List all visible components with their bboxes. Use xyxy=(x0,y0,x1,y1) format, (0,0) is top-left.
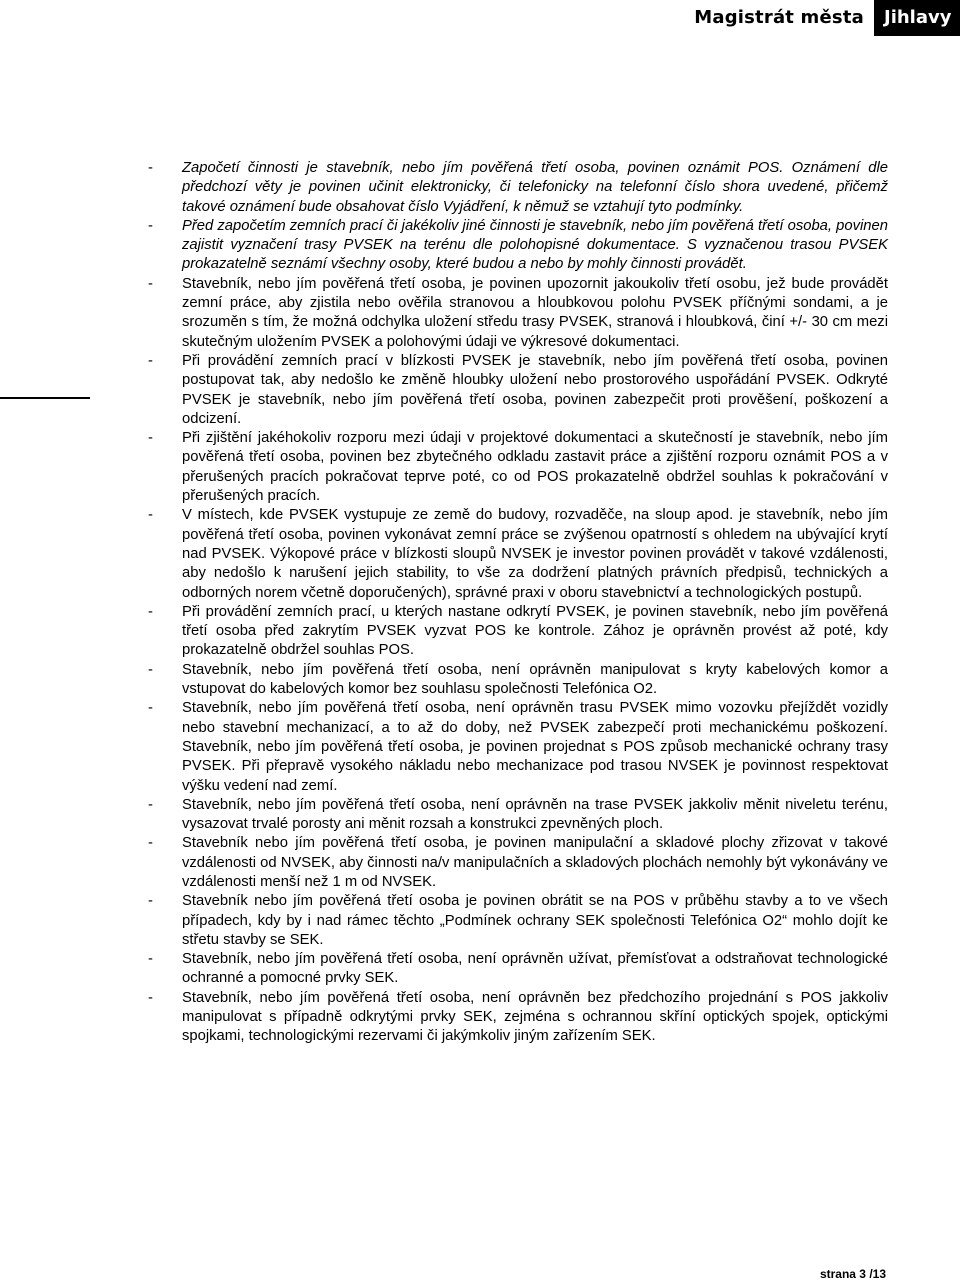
list-item xyxy=(148,892,888,950)
list-item xyxy=(148,796,888,835)
list-dash: - xyxy=(148,796,153,813)
list-item xyxy=(148,429,888,506)
list-item xyxy=(148,603,888,661)
list-item xyxy=(148,217,888,275)
list-dash: - xyxy=(148,893,153,910)
list-item-text: Stavebník nebo jím pověřená třetí osoba je povinen obrátit se na POS v průběhu stavby a to ve všech případech, kdy by i nad rámec těchto „Podmínek ochrany SEK společnosti Telefónica O2“ mohlo dojít ke střetu stavby se SEK. xyxy=(182,893,888,948)
list-item-text: Stavebník, nebo jím pověřená třetí osoba, není oprávněn manipulovat s kryty kabelových komor a vstupovat do kabelových komor bez souhlasu společnosti Telefónica O2. xyxy=(182,661,888,698)
list-item-text: Stavebník, nebo jím pověřená třetí osoba, není oprávněn užívat, přemísťovat a odstraňovat technologické ochranné a pomocné prvky SEK. xyxy=(182,951,888,987)
list-dash: - xyxy=(148,217,153,234)
list-dash: - xyxy=(148,430,153,447)
list-item xyxy=(148,950,888,989)
list-item-text: Započetí činnosti je stavebník, nebo jím pověřená třetí osoba, povinen oznámit POS. Oznámení dle předchozí věty je povinen učinit elektronicky, či telefonicky na telefonní číslo shora uvedené, přičemž takové oznámení bude obsahovat číslo Vyjádření, k němuž se vztahují tyto podmínky. xyxy=(182,160,888,215)
brand-text-magistrat: Magistrát města xyxy=(694,7,864,28)
list-dash: - xyxy=(148,507,153,524)
list-item-text: Při provádění zemních prací v blízkosti PVSEK je stavebník, nebo jím pověřená třetí osoba, povinen postupovat tak, aby nedošlo ke změně hloubky uložení nebo prostorového uspořádání PVSEK. Odkryté PVSEK je stavebník, nebo jím pověřená třetí osoba, povinen zabezpečit proti prověšení, poškození a odcizení. xyxy=(182,352,888,427)
list-item-text: Stavebník, nebo jím pověřená třetí osoba, není oprávněn trasu PVSEK mimo vozovku přejíždět vozidly nebo stavební mechanizací, a to až do doby, než PVSEK zabezpečí proti mechanickému poškození. Stavebník, nebo jím pověřená třetí osoba, je povinen projednat s POS způsob mechanické ochrany trasy PVSEK. Při přepravě vysokého nákladu nebo mechanizace pod trasou NVSEK je povinnost respektovat výšku vedení nad zemí. xyxy=(182,700,888,794)
list-item xyxy=(148,834,888,892)
condition-list xyxy=(148,159,888,1047)
list-item-text: Při zjištění jakéhokoliv rozporu mezi údaji v projektové dokumentaci a skutečností je stavebník, nebo jím pověřená třetí osoba, povinen bez zbytečného odkladu zastavit práce a zjištění rozporu oznámit POS a v přerušených pracích pokračovat teprve poté, co od POS prokazatelně obdržel souhlas k pokračování v přerušených pracích. xyxy=(182,430,888,505)
list-item xyxy=(148,275,888,352)
list-dash: - xyxy=(148,700,153,717)
list-item xyxy=(148,661,888,700)
header-brand xyxy=(694,0,960,36)
page-number: strana 3 /13 xyxy=(819,1267,886,1281)
list-item-text: Stavebník, nebo jím pověřená třetí osoba, není oprávněn na trase PVSEK jakkoliv měnit niveletu terénu, vysazovat trvalé porosty ani měnit rozsah a konstrukci zpevněných ploch. xyxy=(182,796,888,833)
brand-text-jihlavy: Jihlavy xyxy=(874,0,960,36)
list-dash: - xyxy=(148,989,153,1006)
list-dash: - xyxy=(148,951,153,968)
list-item-text: Stavebník nebo jím pověřená třetí osoba, je povinen manipulační a skladové plochy zřizovat v takové vzdálenosti od NVSEK, aby činnosti na/v manipulačních a skladových plochách nemohly být vykonávány ve vzdálenosti menší než 1 m od NVSEK. xyxy=(182,835,888,890)
list-item-text: Stavebník, nebo jím pověřená třetí osoba, není oprávněn bez předchozího projednání s POS jakkoliv manipulovat s případně odkrytými prvky SEK, zejména s ochrannou skříní optických spojek, optickými spojkami, technologickými rezervami či jakýmkoliv jiným zařízením SEK. xyxy=(182,989,888,1045)
list-item xyxy=(148,506,888,602)
list-item-text: Při provádění zemních prací, u kterých nastane odkrytí PVSEK, je povinen stavebník, nebo jím pověřená třetí osoba před zakrytím PVSEK vyzvat POS ke kontrole. Zához je oprávněn provést až poté, kdy prokazatelně obdržel souhlas POS. xyxy=(182,603,888,659)
list-dash: - xyxy=(148,160,153,176)
margin-rule xyxy=(0,397,90,399)
list-item xyxy=(148,159,888,217)
list-dash: - xyxy=(148,603,153,620)
list-dash: - xyxy=(148,661,153,678)
list-dash: - xyxy=(148,275,153,292)
list-dash: - xyxy=(148,835,153,852)
list-item-text: Před započetím zemních prací či jakékoliv jiné činnosti je stavebník, nebo jím pověřená třetí osoba, povinen zajistit vyznačení trasy PVSEK na terénu dle polohopisné dokumentace. S vyznačenou trasou PVSEK prokazatelně seznámí všechny osoby, které budou a nebo by mohly činnosti provádět. xyxy=(182,217,888,273)
list-item-text: V místech, kde PVSEK vystupuje ze země do budovy, rozvaděče, na sloup apod. je stavebník, nebo jím pověřená třetí osoba, povinen vykonávat zemní práce se zvýšenou opatrností s ohledem na ubývající krytí nad PVSEK. Výkopové práce v blízkosti sloupů NVSEK je investor povinen provádět v takové vzdálenosti, aby nedošlo k narušení jejich stability, to vše za dodržení platných právních předpisů, technických a odborných norem včetně doporučených), správné praxi v oboru stavebnictví a technologických postupů. xyxy=(182,507,888,601)
list-item-text: Stavebník, nebo jím pověřená třetí osoba, je povinen upozornit jakoukoliv třetí osobu, jež bude provádět zemní práce, aby zjistila nebo ověřila stranovou a hloubkovou polohu PVSEK příčnými sondami, a je srozuměn s tím, že možná odchylka uložení středu trasy PVSEK, stranová i hloubková, činí +/- 30 cm mezi skutečným uložením PVSEK a polohovými údaji ve výkresové dokumentaci. xyxy=(182,275,888,350)
list-dash: - xyxy=(148,352,153,369)
list-item xyxy=(148,352,888,429)
list-item xyxy=(148,989,888,1047)
list-item xyxy=(148,699,888,795)
document-body xyxy=(148,159,888,1047)
